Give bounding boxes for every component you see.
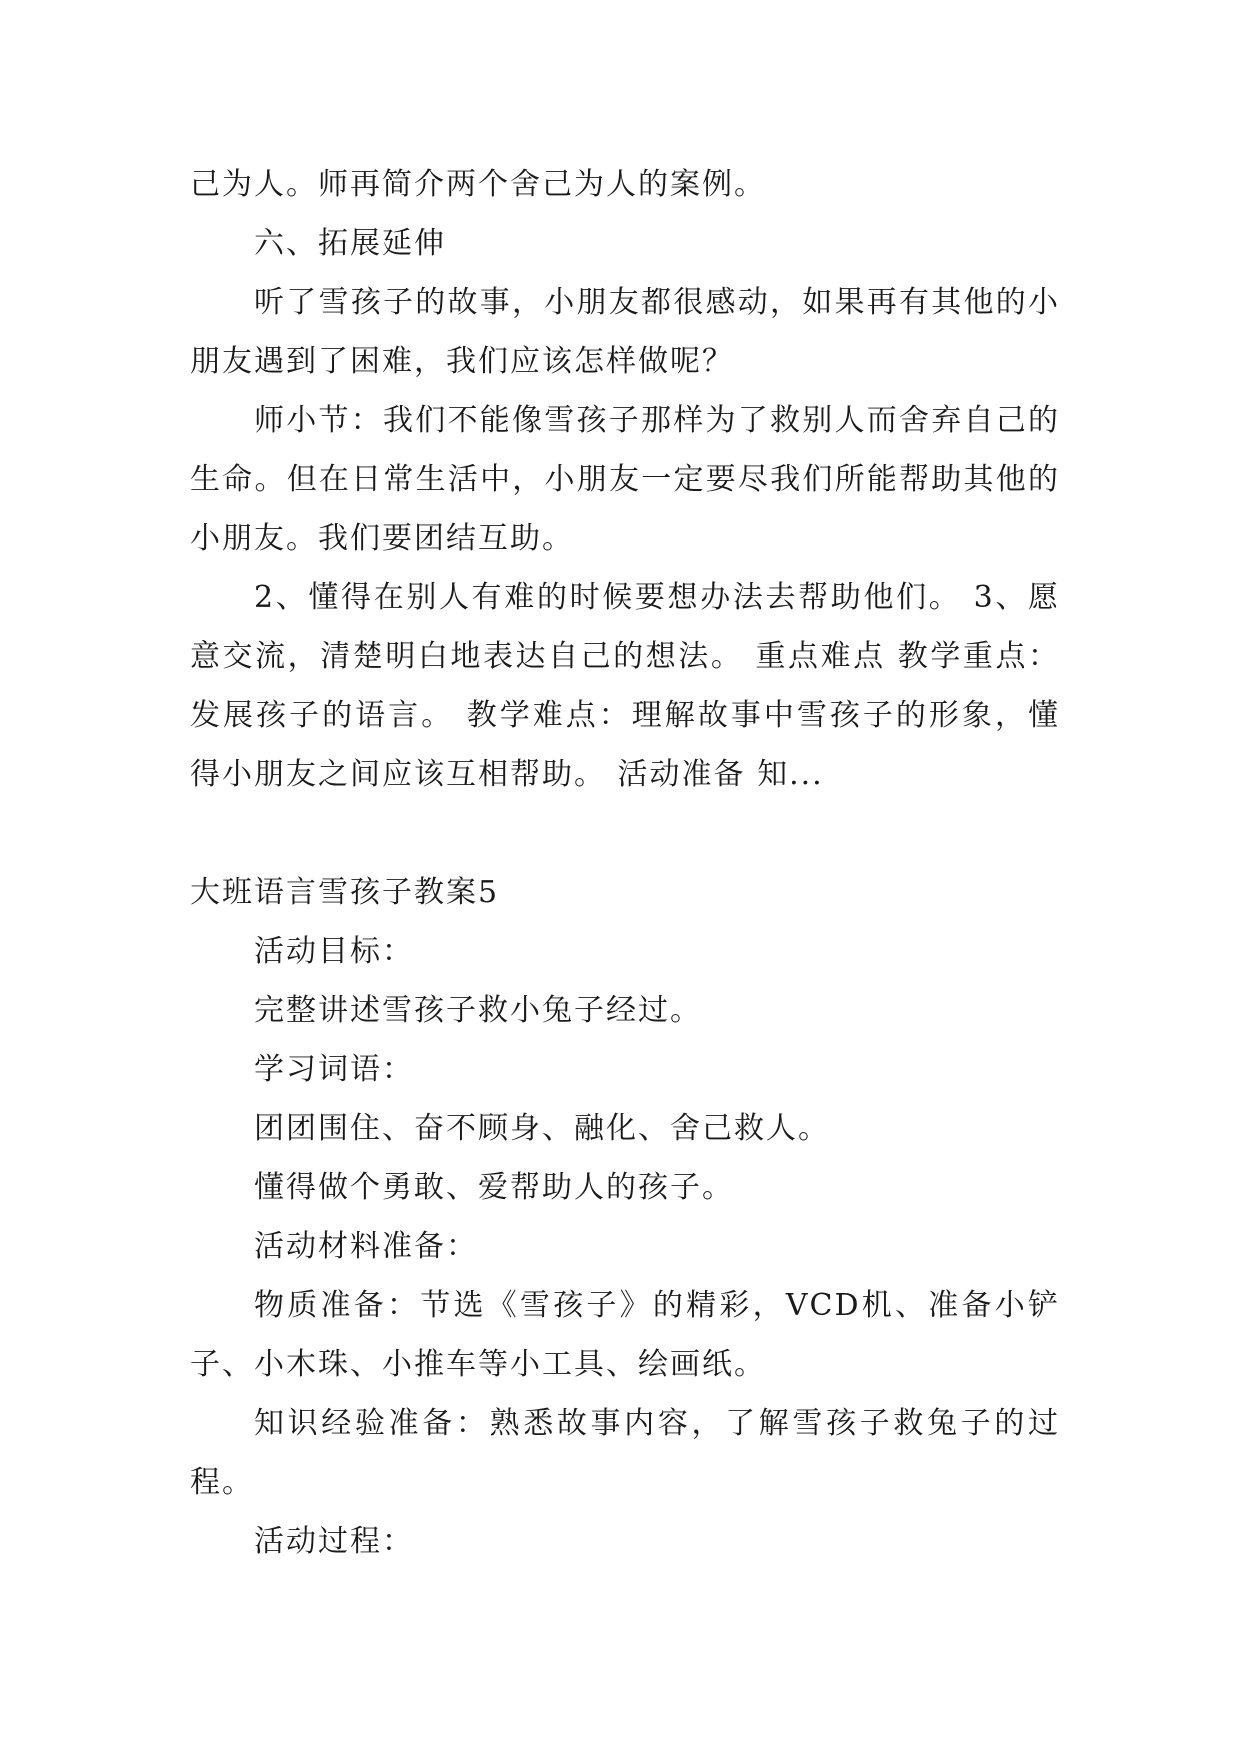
paragraph-activity-goals-label: 活动目标： (254, 934, 414, 969)
paragraph-materials: 物质准备：节选《雪孩子》的精彩，VCD机、准备小铲子、小木珠、小推车等小工具、绘画纸。 (190, 1288, 1060, 1382)
paragraph-teacher-summary: 师小节：我们不能像雪孩子那样为了救别人而舍弃自己的生命。但在日常生活中，小朋友一定要尽我们所能帮助其他的小朋友。我们要团结互助。 (190, 403, 1060, 556)
section-title: 大班语言雪孩子教案5 (190, 875, 500, 910)
paragraph-case-intro: 己为人。师再简介两个舍己为人的案例。 (190, 167, 766, 202)
paragraph-goal-brave: 懂得做个勇敢、爱帮助人的孩子。 (254, 1170, 734, 1205)
paragraph-vocab-list: 团团围住、奋不顾身、融化、舍己救人。 (254, 1111, 830, 1146)
paragraph-process-label: 活动过程： (254, 1524, 414, 1559)
paragraph-materials-label: 活动材料准备： (254, 1229, 478, 1264)
paragraph-vocab-label: 学习词语： (254, 1052, 414, 1087)
section-spacer (190, 804, 1060, 863)
paragraph-goal-retell: 完整讲述雪孩子救小兔子经过。 (254, 993, 702, 1028)
paragraph-question: 听了雪孩子的故事，小朋友都很感动，如果再有其他的小朋友遇到了困难，我们应该怎样做呢？ (190, 285, 1060, 379)
paragraph-knowledge-prep: 知识经验准备：熟悉故事内容，了解雪孩子救兔子的过程。 (190, 1406, 1060, 1500)
document-body (190, 155, 1060, 1571)
heading-extension: 六、拓展延伸 (254, 226, 446, 261)
paragraph-goals-excerpt: 2、懂得在别人有难的时候要想办法去帮助他们。 3、愿意交流，清楚明白地表达自己的想法。 重点难点 教学重点：发展孩子的语言。 教学难点：理解故事中雪孩子的形象，懂得小朋友之间应该互相帮助。 活动准备 知... (190, 580, 1060, 792)
